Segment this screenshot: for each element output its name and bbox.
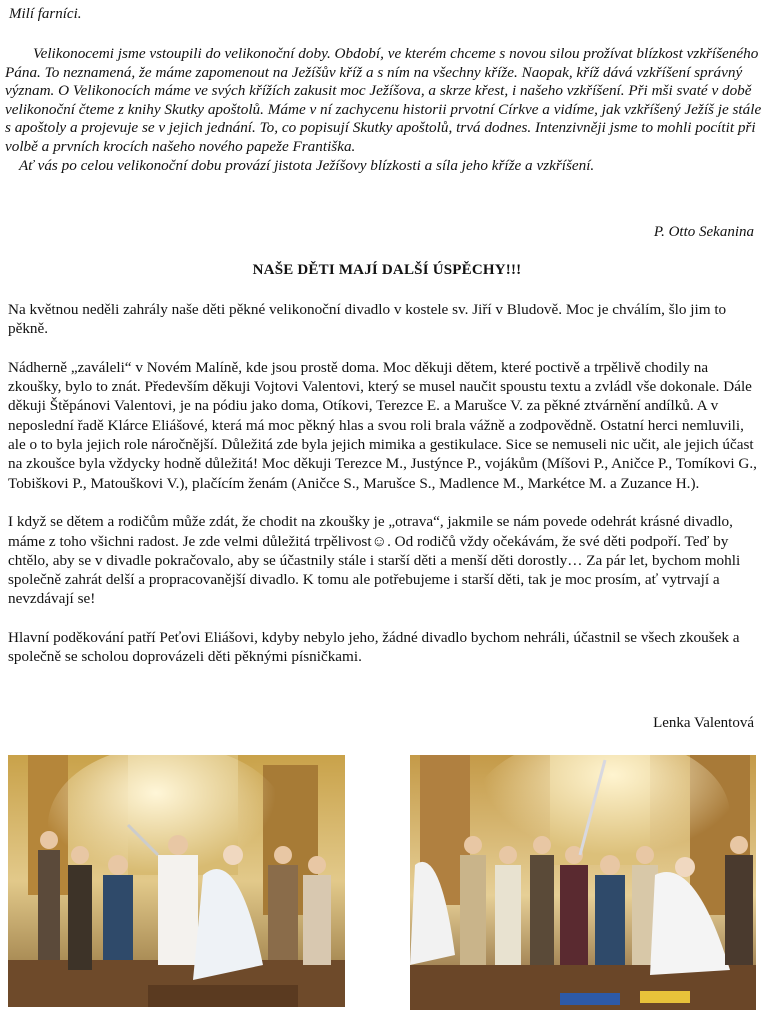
theatre-photo-left — [8, 755, 345, 1007]
article-paragraph-4: Hlavní poděkování patří Peťovi Eliášovi, kdyby nebylo jeho, žádné divadlo bychom nehráli, účastnil se všech zkoušek a společně se scholou doprovázeli děti pěknými písničkami. — [8, 629, 740, 666]
letter-body — [5, 45, 763, 175]
article-paragraph-1: Na květnou neděli zahrály naše děti pěkné velikonoční divadlo v kostele sv. Jiří v Bludově. Moc je chválím, šlo jim to pěkně. — [8, 301, 727, 338]
article-signature: Lenka Valentová — [653, 715, 754, 731]
article-body — [8, 300, 764, 686]
letter-signature: P. Otto Sekanina — [653, 224, 754, 240]
article-heading: NAŠE DĚTI MAJÍ DALŠÍ ÚSPĚCHY!!! — [252, 262, 522, 278]
letter-paragraph-2: Ať vás po celou velikonoční dobu provází jistota Ježíšovy blízkosti a síla jeho kříže a vzkříšení. — [19, 156, 595, 174]
theatre-photo-right — [410, 755, 756, 1010]
theatre-photo-left-image — [8, 755, 345, 1007]
article-paragraph-3: I když se dětem a rodičům může zdát, že chodit na zkoušky je „otrava“, jakmile se nám povede odehrát krásné divadlo, máme z toho všichni radost. Je zde velmi důležitá trpělivost☺. Od rodičů vždy očekávám, že své děti podpoří. Teď by chtělo, aby se v divadle pokračovalo, aby se účastnily stále i starší děti a menší děti dorostly… Za pár let, bychom mohli společně zahrát delší a propracovanější divadlo. K tomu ale potřebujeme i starší děti, tak je moc prosím, ať vytrvají a nevzdávají se! — [8, 513, 741, 608]
letter-greeting: Milí farníci. — [9, 6, 82, 22]
theatre-photo-right-image — [410, 755, 756, 1010]
article-paragraph-2: Nádherně „zaváleli“ v Novém Malíně, kde jsou prostě doma. Moc děkuji dětem, které poctivě a trpělivě chodily na zkoušky, bylo to znát. Především děkuji Vojtovi Valentovi, který se musel naučit spoustu textu a zvládl vše dokonale. Dále děkuji Štěpánovi Valentovi, je na pódiu jako doma, Otíkovi, Terezce E. a Marušce V. za pěkné ztvárnění andílků. A v neposlední řadě Klárce Eliášové, která má moc pěkný hlas a svou roli brala vážně a zodpovědně. Ostatní herci nemluvili, ale o to byla jejich role náročnější. Důležitá zde byla jejich mimika a gestikulace. Sice se nemuseli nic učit, ale jejich účast na zkoušce byla vždycky hodně důležitá! Moc děkuji Terezce M., Justýnce P., vojákům (Míšovi P., Aničce P., Tomíkovi G., Tobiškovi P., Matouškovi V.), plačícím ženám (Aničce S., Marušce S., Madlence M., Markétce M. a Zuzance H.). — [8, 358, 757, 492]
letter-paragraph-1: Velikonocemi jsme vstoupili do velikonoční doby. Období, ve kterém chceme s novou silou prožívat blízkost vzkříšeného Pána. To neznamená, že máme zapomenout na Ježíšův kříž a s ním na všechny kříže. Naopak, kříž dává vzkříšení správný význam. O Velikonocích máme ve svých křížích zakusit moc Ježíšova, a skrze křest, i našeho vzkříšení. Při mši svaté v době velikonoční čteme z knihy Skutky apoštolů. Máme v ní zachycenu historii prvotní Církve a vidíme, jak vzkříšený Ježíš je stále s apoštoly a projevuje se v jejich jednání. To, co popisují Skutky apoštolů, trvá dodnes. Intenzivněji jsme to mohli pocítit při volbě a prvních krocích našeho nového papeže Františka. — [5, 45, 762, 155]
